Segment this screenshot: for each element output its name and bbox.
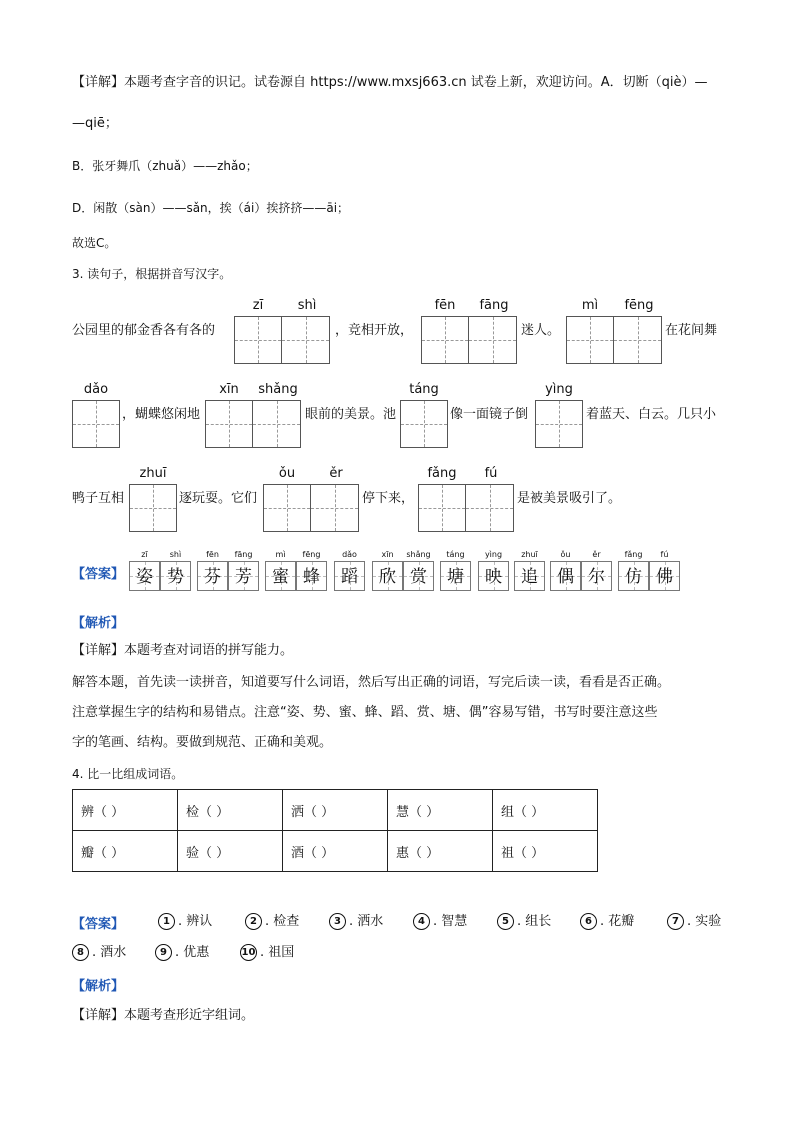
pinyin: fēn xyxy=(434,298,456,313)
table-row xyxy=(73,831,598,872)
q4-title: 4. 比一比组成词语。 xyxy=(72,767,184,781)
analysis-label: 【解析】 xyxy=(72,616,125,631)
word-compare-table xyxy=(72,789,598,872)
detail-choice: 故选C。 xyxy=(72,236,117,250)
writing-grid[interactable] xyxy=(566,316,662,364)
answer-char-box xyxy=(334,561,365,591)
answer-item xyxy=(240,944,294,962)
answer-char-box xyxy=(440,561,471,591)
pinyin: shì xyxy=(297,298,317,313)
table-row xyxy=(73,790,598,831)
answer-word: . 花瓣 xyxy=(600,914,635,929)
answer-pinyin: dǎo xyxy=(342,550,357,559)
q3-row3-text-4: 是被美景吸引了。 xyxy=(517,491,622,506)
answer-pinyin: xīn xyxy=(381,550,394,559)
q3-row2-text-1: ，蝴蝶悠闲地 xyxy=(122,407,201,422)
q3-para-2: 注意掌握生字的结构和易错点。注意“姿、势、蜜、蜂、蹈、赏、塘、偶”容易写错，书写时要注意这些 xyxy=(72,705,658,720)
answer-item xyxy=(72,944,126,962)
answer-char: 欣 xyxy=(379,567,396,587)
detail-option-d: D．闲散（sàn）——sǎn，挨（ái）挨挤挤——āi； xyxy=(72,201,350,215)
answer-pinyin: yìng xyxy=(484,550,503,559)
answer-pinyin: zī xyxy=(141,550,148,559)
answer-label: 【答案】 xyxy=(72,567,125,582)
answer-char: 芳 xyxy=(235,567,252,587)
pinyin: dǎo xyxy=(83,382,109,397)
answer-pinyin: ěr xyxy=(592,550,601,559)
answer-item xyxy=(580,913,634,931)
circled-number: 9 xyxy=(155,944,172,961)
pinyin: fú xyxy=(484,466,498,481)
table-cell[interactable]: 辨（ ） xyxy=(73,790,178,831)
answer-char-box xyxy=(618,561,649,591)
answer-word: . 组长 xyxy=(517,914,552,929)
answer-item xyxy=(413,913,467,931)
q3-row1-text-1: 公园里的郁金香各有各的 xyxy=(72,323,216,338)
pinyin: ǒu xyxy=(278,466,296,481)
answer-word: . 检查 xyxy=(265,914,300,929)
writing-grid[interactable] xyxy=(205,400,301,448)
answer-char-box xyxy=(129,561,160,591)
answer-char: 映 xyxy=(485,567,502,587)
table-cell[interactable]: 验（ ） xyxy=(178,831,283,872)
detail-line-1: 【详解】本题考查字音的识记。试卷源自 https://www.mxsj663.cn 试卷上新，欢迎访问。A．切断（qiè）— xyxy=(72,75,708,90)
answer-word: . 洒水 xyxy=(349,914,384,929)
answer-char-box xyxy=(649,561,680,591)
answer-char-box xyxy=(581,561,612,591)
pinyin: fāng xyxy=(479,298,509,313)
answer-pinyin: fāng xyxy=(234,550,253,559)
pinyin: zhuī xyxy=(139,466,167,481)
writing-grid[interactable] xyxy=(129,484,177,532)
answer-char-box xyxy=(228,561,259,591)
table-cell[interactable]: 慧（ ） xyxy=(388,790,493,831)
pinyin: yìng xyxy=(545,382,573,397)
circled-number: 8 xyxy=(72,944,89,961)
q3-row3-text-3: 停下来， xyxy=(362,491,415,506)
pinyin: fēng xyxy=(624,298,654,313)
detail-option-b: B．张牙舞爪（zhuǎ）——zhǎo； xyxy=(72,159,258,173)
answer-char-box xyxy=(197,561,228,591)
table-cell[interactable]: 酒（ ） xyxy=(283,831,388,872)
answer-char: 佛 xyxy=(656,567,673,587)
writing-grid[interactable] xyxy=(535,400,583,448)
q3-row2-text-3: 像一面镜子倒 xyxy=(450,407,529,422)
writing-grid[interactable] xyxy=(421,316,517,364)
answer-char-box xyxy=(372,561,403,591)
q3-row2-text-2: 眼前的美景。池 xyxy=(305,407,397,422)
answer-pinyin: fēn xyxy=(206,550,219,559)
answer-word: . 祖国 xyxy=(260,945,295,960)
q3-row2-text-4: 着蓝天、白云。几只小 xyxy=(586,407,717,422)
answer-item xyxy=(155,944,209,962)
answer-char: 仿 xyxy=(625,567,642,587)
table-cell[interactable]: 检（ ） xyxy=(178,790,283,831)
pinyin: ěr xyxy=(329,466,343,481)
q3-title: 3. 读句子，根据拼音写汉字。 xyxy=(72,267,232,281)
pinyin: xīn xyxy=(219,382,239,397)
answer-char: 赏 xyxy=(410,567,427,587)
answer-char-box xyxy=(550,561,581,591)
answer-char-box xyxy=(403,561,434,591)
answer-char-box xyxy=(478,561,509,591)
circled-number: 3 xyxy=(329,913,346,930)
answer-pinyin: fú xyxy=(660,550,669,559)
answer-pinyin: táng xyxy=(446,550,465,559)
answer-pinyin: shǎng xyxy=(406,550,431,559)
analysis-label: 【解析】 xyxy=(72,979,125,994)
answer-char: 追 xyxy=(521,567,538,587)
writing-grid[interactable] xyxy=(72,400,120,448)
answer-word: . 实验 xyxy=(687,914,722,929)
answer-char: 蜂 xyxy=(303,567,320,587)
circled-number: 2 xyxy=(245,913,262,930)
answer-word: . 辨认 xyxy=(178,914,213,929)
answer-word: . 酒水 xyxy=(92,945,127,960)
answer-char: 蹈 xyxy=(341,567,358,587)
circled-number: 7 xyxy=(667,913,684,930)
pinyin: fǎng xyxy=(427,466,457,481)
answer-item xyxy=(158,913,212,931)
q3-para-1: 解答本题，首先读一读拼音，知道要写什么词语，然后写出正确的词语，写完后读一读，看看是否正确。 xyxy=(72,675,671,690)
circled-number: 4 xyxy=(413,913,430,930)
table-cell[interactable]: 祖（ ） xyxy=(493,831,598,872)
answer-label: 【答案】 xyxy=(72,917,125,932)
answer-word: . 智慧 xyxy=(433,914,468,929)
writing-grid[interactable] xyxy=(400,400,448,448)
answer-pinyin: fēng xyxy=(302,550,321,559)
answer-char: 尔 xyxy=(588,567,605,587)
answer-item xyxy=(245,913,299,931)
answer-item xyxy=(667,913,721,931)
answer-pinyin: zhuī xyxy=(521,550,538,559)
detail-line-2: —qiē； xyxy=(72,116,118,131)
answer-word: . 优惠 xyxy=(175,945,210,960)
q3-row1-text-2: ，竞相开放， xyxy=(335,323,414,338)
circled-number: 10 xyxy=(240,944,257,961)
answer-pinyin: ǒu xyxy=(560,550,571,559)
writing-grid[interactable] xyxy=(234,316,330,364)
circled-number: 6 xyxy=(580,913,597,930)
answer-char-box xyxy=(265,561,296,591)
q3-row3-text-2: 逐玩耍。它们 xyxy=(179,491,258,506)
answer-char: 偶 xyxy=(557,567,574,587)
answer-char-box xyxy=(296,561,327,591)
answer-pinyin: mì xyxy=(275,550,286,559)
q3-row1-text-3: 迷人。 xyxy=(521,323,561,338)
table-cell[interactable]: 洒（ ） xyxy=(283,790,388,831)
answer-char: 塘 xyxy=(447,567,464,587)
answer-char: 芬 xyxy=(204,567,221,587)
table-cell[interactable]: 惠（ ） xyxy=(388,831,493,872)
q4-detail: 【详解】本题考查形近字组词。 xyxy=(72,1008,255,1023)
answer-item xyxy=(329,913,383,931)
writing-grid[interactable] xyxy=(418,484,514,532)
q3-row1-text-4: 在花间舞 xyxy=(665,323,718,338)
writing-grid[interactable] xyxy=(263,484,359,532)
answer-char: 蜜 xyxy=(272,567,289,587)
pinyin: zī xyxy=(252,298,264,313)
answer-char-box xyxy=(514,561,545,591)
table-cell[interactable]: 瓣（ ） xyxy=(73,831,178,872)
answer-char-box xyxy=(160,561,191,591)
pinyin: táng xyxy=(409,382,439,397)
answer-item xyxy=(497,913,551,931)
circled-number: 5 xyxy=(497,913,514,930)
answer-char: 势 xyxy=(167,567,184,587)
circled-number: 1 xyxy=(158,913,175,930)
answer-pinyin: shì xyxy=(169,550,182,559)
q3-row3-text-1: 鸭子互相 xyxy=(72,491,125,506)
pinyin: shǎng xyxy=(258,382,298,397)
q3-detail: 【详解】本题考查对词语的拼写能力。 xyxy=(72,643,294,658)
pinyin: mì xyxy=(581,298,599,313)
q3-para-3: 字的笔画、结构。要做到规范、正确和美观。 xyxy=(72,735,333,750)
answer-char: 姿 xyxy=(136,567,153,587)
answer-pinyin: fǎng xyxy=(624,550,643,559)
table-cell[interactable]: 组（ ） xyxy=(493,790,598,831)
